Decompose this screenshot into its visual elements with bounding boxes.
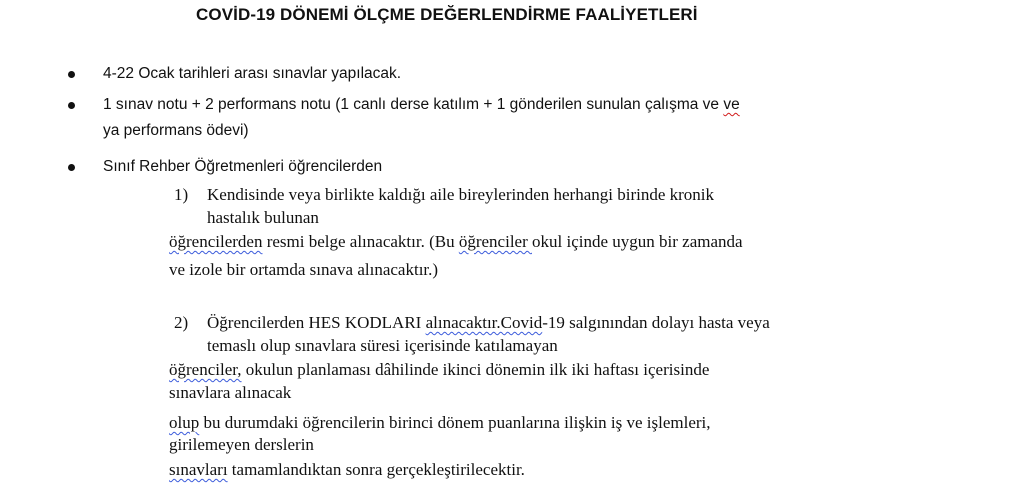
grammar-flag: öğrencilerden: [169, 232, 263, 251]
item-number: 1): [174, 185, 189, 204]
bullet-dot: [68, 71, 75, 78]
item-2-line5: [169, 412, 711, 434]
document-title: COVİD-19 DÖNEMİ ÖLÇME DEĞERLENDİRME FAALİYETLERİ: [196, 5, 698, 24]
grammar-flag: sınavları: [169, 460, 228, 479]
grammar-flag: öğrenciler: [458, 232, 532, 251]
bullet-dot: [68, 102, 75, 109]
bullet-dot: [68, 164, 75, 171]
item-2-line5-text: bu durumdaki öğrencilerin birinci dönem puanlarına ilişkin iş ve işlemleri,: [199, 413, 711, 432]
item-2-line7-text: tamamlandıktan sonra gerçekleştirilecektir.: [227, 460, 525, 479]
bullet-item-grades-text: 1 sınav notu + 2 performans notu (1 canlı derse katılım + 1 gönderilen sunulan çalışma ve: [103, 96, 724, 113]
bullet-item-grades-line1: [103, 94, 740, 116]
bullet-item-grades-line2: ya performans ödevi): [103, 122, 249, 139]
item-1-line1: Kendisinde veya birlikte kaldığı aile bireylerinden herhangi birinde kronik: [207, 185, 715, 204]
item-2-line1: [207, 312, 770, 334]
item-1-line3: [169, 231, 743, 253]
item-2-line6: girilemeyen derslerin: [169, 435, 314, 454]
item-2-line7: [169, 459, 525, 481]
grammar-flag: olup: [169, 413, 200, 432]
item-1-line3-text: resmi belge alınacaktır. (Bu: [262, 232, 459, 251]
item-2-line4: sınavlara alınacak: [169, 383, 292, 402]
item-number: 2): [174, 313, 189, 332]
item-2-line3-text: okulun planlaması dâhilinde ikinci dönemin ilk iki haftası içerisinde: [241, 360, 710, 379]
item-2-line3: [169, 359, 709, 381]
grammar-flag: alınacaktır.Covid: [425, 313, 543, 332]
grammar-flag: öğrenciler,: [169, 360, 242, 379]
bullet-item-exam-dates: 4-22 Ocak tarihleri arası sınavlar yapılacak.: [103, 65, 402, 82]
item-1-line2: hastalık bulunan: [207, 208, 319, 227]
item-1-line4: ve izole bir ortamda sınava alınacaktır.): [169, 260, 439, 279]
spelling-flag: ve: [723, 96, 740, 113]
item-2-line1-rest: -19 salgınından dolayı hasta veya: [542, 313, 770, 332]
item-2-line2: temaslı olup sınavlara süresi içerisinde katılamayan: [207, 336, 558, 355]
item-1-line3-rest: okul içinde uygun bir zamanda: [532, 232, 743, 251]
item-2-line1-text: Öğrencilerden HES KODLARI: [207, 313, 426, 332]
bullet-item-class-teachers: Sınıf Rehber Öğretmenleri öğrencilerden: [103, 158, 383, 175]
